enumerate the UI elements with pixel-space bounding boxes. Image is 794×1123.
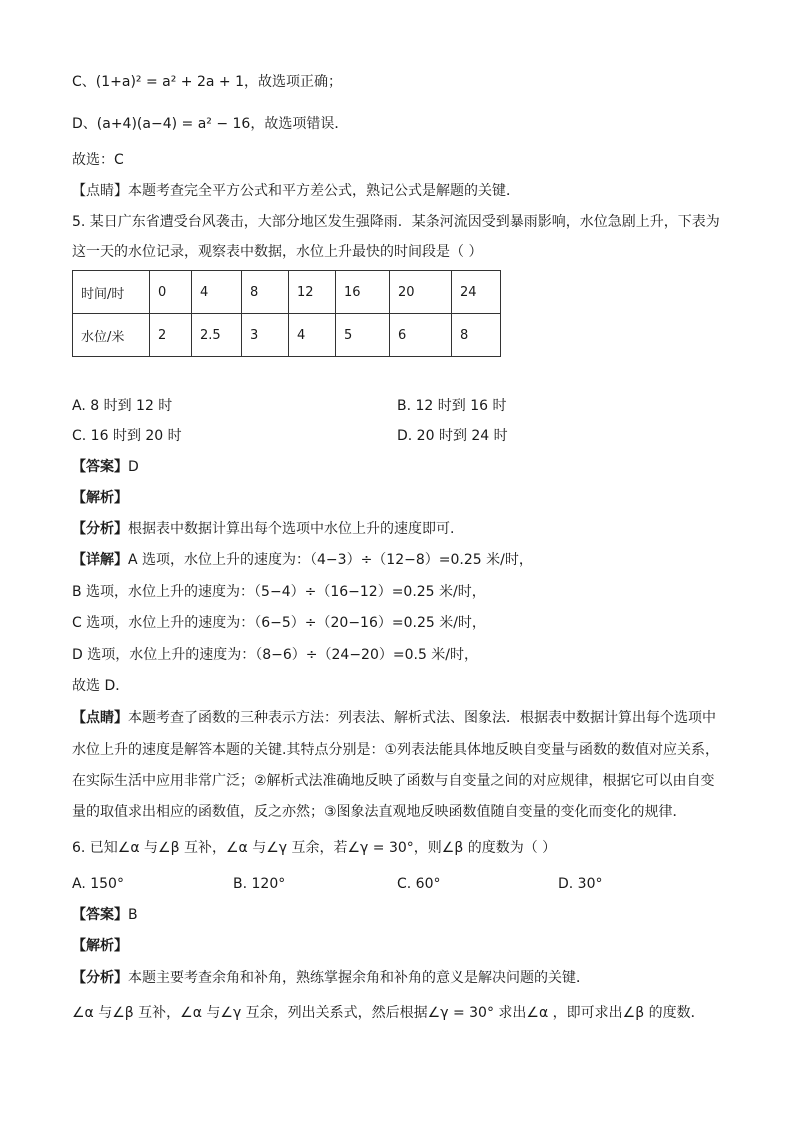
table-cell: 0 — [150, 271, 192, 314]
table-row — [73, 271, 501, 314]
table-cell: 24 — [452, 271, 501, 314]
table-cell: 2.5 — [192, 314, 242, 357]
table-header-time: 时间/时 — [73, 271, 150, 314]
table-cell: 5 — [336, 314, 390, 357]
prev-option-d: D、(a+4)(a−4) = a² − 16，故选项错误． — [72, 116, 349, 132]
q5-comment-2: 水位上升的速度是解答本题的关键.其特点分别是：①列表法能具体地反映自变量与函数的数值对应关系， — [72, 742, 719, 758]
water-level-table — [72, 270, 501, 357]
table-cell: 2 — [150, 314, 192, 357]
q5-answer — [72, 457, 139, 477]
q5-choose: 故选 D． — [72, 678, 130, 694]
table-header-level: 水位/米 — [73, 314, 150, 357]
answer-value: D — [128, 459, 139, 475]
table-cell: 8 — [242, 271, 289, 314]
table-row — [73, 314, 501, 357]
prev-answer-choice: 故选：C — [72, 152, 124, 168]
table-cell: 20 — [390, 271, 452, 314]
prev-comment: 【点睛】本题考查完全平方公式和平方差公式，熟记公式是解题的关键． — [72, 183, 520, 199]
table-cell: 12 — [289, 271, 336, 314]
table-cell: 16 — [336, 271, 390, 314]
table-cell: 4 — [289, 314, 336, 357]
q5-detail-d: D 选项，水位上升的速度为：（8−6）÷（24−20）=0.5 米/时， — [72, 647, 479, 663]
answer-value: B — [128, 907, 138, 923]
q6-stem: 6. 已知∠α 与∠β 互补，∠α 与∠γ 互余，若∠γ = 30°，则∠β 的度数为（ ） — [72, 840, 557, 856]
analysis-intro-label: 【分析】 — [72, 970, 128, 986]
prev-option-c: C、(1+a)² = a² + 2a + 1，故选项正确； — [72, 74, 343, 90]
table-cell: 8 — [452, 314, 501, 357]
table-cell: 6 — [390, 314, 452, 357]
q6-option-a: A. 150° — [72, 876, 124, 892]
table-cell: 4 — [192, 271, 242, 314]
q5-option-d: D. 20 时到 24 时 — [397, 428, 508, 444]
comment-label: 【点睛】 — [72, 710, 128, 726]
q5-detail-b: B 选项，水位上升的速度为：（5−4）÷（16−12）=0.25 米/时， — [72, 584, 486, 600]
q5-analysis-intro — [72, 519, 454, 539]
detail-a-text: A 选项，水位上升的速度为：（4−3）÷（12−8）=0.25 米/时， — [128, 552, 533, 568]
q6-option-b: B. 120° — [233, 876, 286, 892]
comment-text: 本题考查了函数的三种表示方法：列表法、解析式法、图象法．根据表中数据计算出每个选项中 — [128, 710, 716, 726]
q5-comment-3: 在实际生活中应用非常广泛；②解析式法准确地反映了函数与自变量之间的对应规律，根据它可以由自变 — [72, 773, 715, 789]
q5-option-b: B. 12 时到 16 时 — [397, 398, 507, 414]
q5-stem-line2: 这一天的水位记录，观察表中数据，水位上升最快的时间段是（ ） — [72, 244, 483, 260]
answer-label: 【答案】 — [72, 907, 128, 923]
q6-analysis-intro — [72, 968, 590, 988]
q5-stem-line1: 5. 某日广东省遭受台风袭击，大部分地区发生强降雨．某条河流因受到暴雨影响，水位急剧上升，下表为 — [72, 214, 720, 230]
answer-label: 【答案】 — [72, 459, 128, 475]
q5-option-a: A. 8 时到 12 时 — [72, 398, 173, 414]
q5-detail-c: C 选项，水位上升的速度为：（6−5）÷（20−16）=0.25 米/时， — [72, 615, 486, 631]
q5-option-c: C. 16 时到 20 时 — [72, 428, 182, 444]
table-cell: 3 — [242, 314, 289, 357]
q6-option-d: D. 30° — [558, 876, 603, 892]
analysis-intro-text: 根据表中数据计算出每个选项中水位上升的速度即可. — [128, 521, 455, 537]
q6-analysis-2: ∠α 与∠β 互补，∠α 与∠γ 互余，列出关系式，然后根据∠γ = 30° 求出∠α ，即可求出∠β 的度数． — [72, 1005, 705, 1021]
q5-comment-4: 量的取值求出相应的函数值，反之亦然；③图象法直观地反映函数值随自变量的变化而变化的规律． — [72, 804, 687, 820]
detail-label: 【详解】 — [72, 552, 128, 568]
q5-analysis-label: 【解析】 — [72, 490, 128, 506]
q6-analysis-label: 【解析】 — [72, 938, 128, 954]
q5-comment-1 — [72, 708, 716, 728]
q6-option-c: C. 60° — [397, 876, 441, 892]
analysis-intro-label: 【分析】 — [72, 521, 128, 537]
q5-detail-a — [72, 550, 533, 570]
analysis-intro-text: 本题主要考查余角和补角，熟练掌握余角和补角的意义是解决问题的关键． — [128, 970, 590, 986]
q6-answer — [72, 905, 138, 925]
